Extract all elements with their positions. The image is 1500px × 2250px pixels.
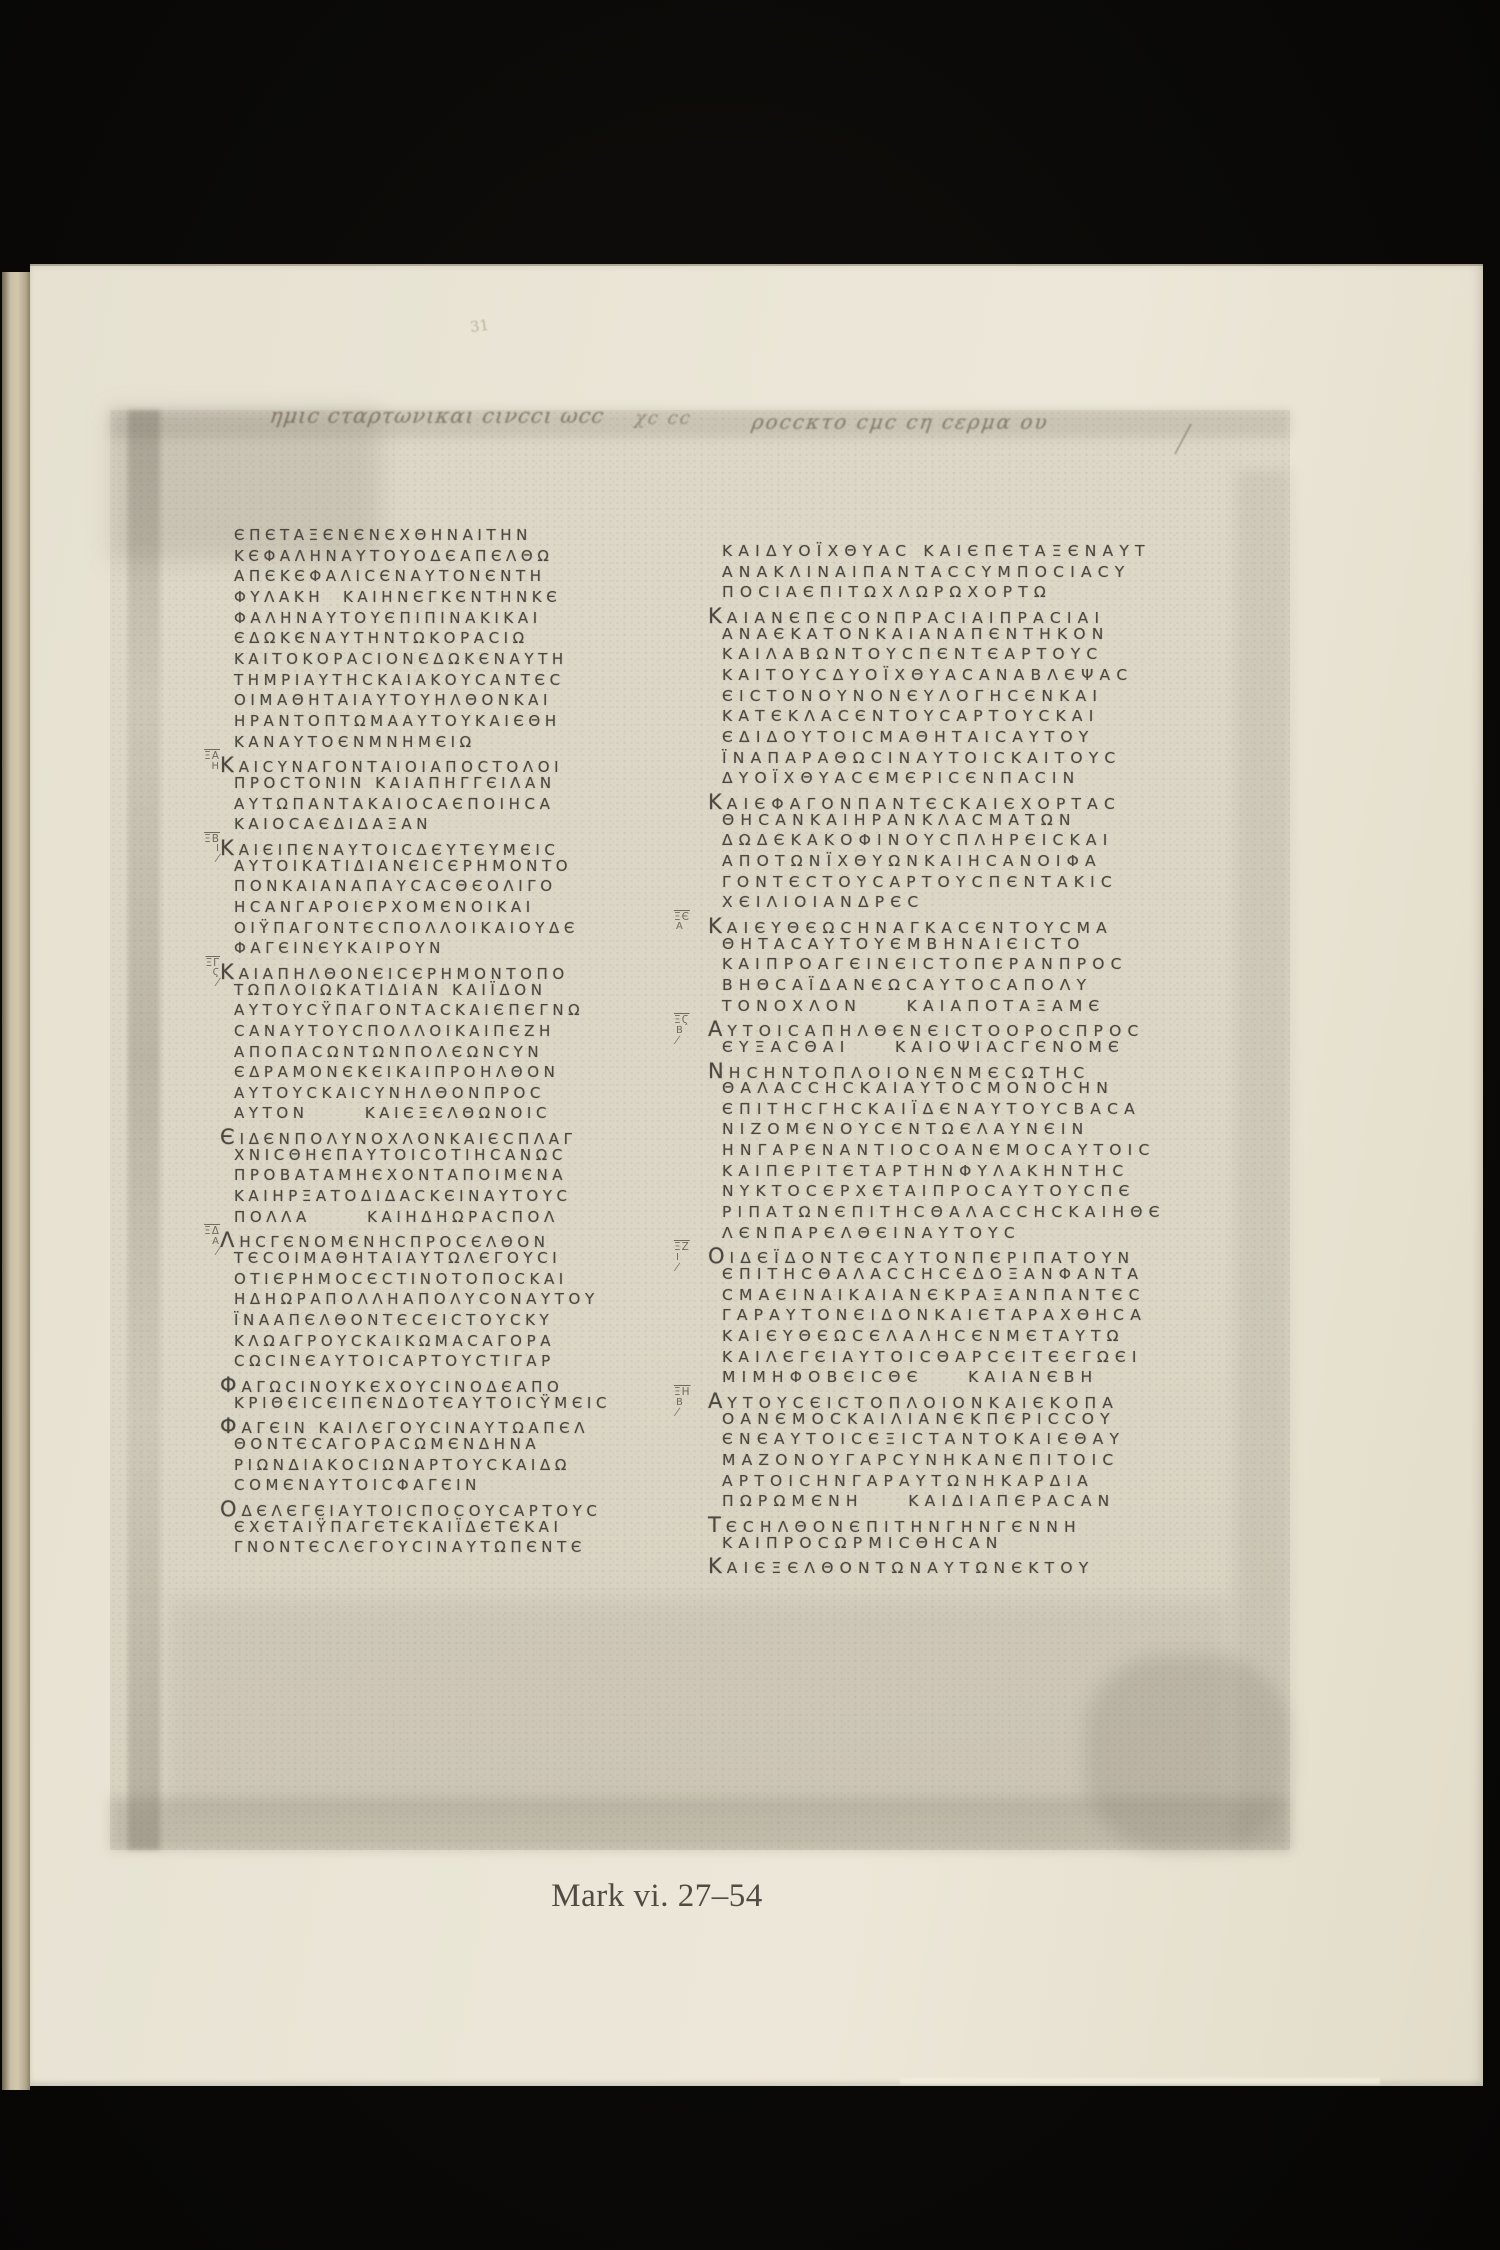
- manuscript-line: ΚΑΝΑΥΤΟЄΝΜΝΗΜЄΙΩ: [234, 732, 476, 751]
- plate-bottom-shade: [110, 1798, 1290, 1850]
- under-page-sliver: [900, 2078, 1380, 2084]
- manuscript-line: ΚΑΙΔΥΟΪΧΘΥΑϹ ΚΑΙЄΠЄΤΑΞЄΝΑΥΤ: [722, 542, 1151, 560]
- eusebian-section-number: [184, 956, 223, 989]
- ammonian-section: ΞЄ: [674, 910, 690, 923]
- eusebian-section-number: [184, 832, 223, 865]
- manuscript-line: ΚΑΙϹΥΝΑΓΟΝΤΑΙΟΙΑΠΟϹΤΟΛΟΙ: [220, 753, 564, 778]
- eusebian-section-number: [184, 751, 220, 772]
- manuscript-line: ΠΟΝΚΑΙΑΝΑΠΑΥϹΑϹΘЄΟΛΙΓΟ: [234, 877, 557, 896]
- manuscript-line: ΜΙΜΗΦΟΒЄΙϹΘЄ ΚΑΙΑΝЄΒΗ: [722, 1368, 1099, 1387]
- manuscript-line: ΓΟΝΤЄϹΤΟΥϹΑΡΤΟΥϹΠЄΝΤΑΚΙϹ: [722, 872, 1118, 891]
- canon-number: Β: [676, 1396, 684, 1408]
- faded-inscription-right: ροϲϲκτο ϲμϲ ϲη ϲερμα ου: [750, 410, 1051, 434]
- marginal-slash: /: [213, 1245, 223, 1257]
- eusebian-section-number: [674, 1242, 710, 1273]
- canon-number: Η: [211, 760, 220, 772]
- faded-inscription-middle: χϲ ϲϲ: [633, 408, 694, 429]
- manuscript-line: ΚΑΙЄΞЄΛΘΟΝΤΩΝΑΥΤΩΝЄΚΤΟΥ: [708, 1554, 1095, 1579]
- manuscript-line: ΗΔΗΩΡΑΠΟΛΛΗΑΠΟΛΥϹΟΝΑΥΤΟΥ: [234, 1290, 599, 1309]
- manuscript-line: ЄΔΙΔΟΥΤΟΙϹΜΑΘΗΤΑΙϹΑΥΤΟΥ: [722, 727, 1095, 746]
- manuscript-line: ЄΔΩΚЄΝΑΥΤΗΝΤΩΚΟΡΑϹΙΩ: [234, 629, 529, 648]
- manuscript-line: ΑΥΤΟΝ ΚΑΙЄΞЄΛΘΩΝΟΙϹ: [234, 1104, 552, 1123]
- manuscript-line: ΝΥΚΤΟϹЄΡΧЄΤΑΙΠΡΟϹΑΥΤΟΥϹΠЄ: [722, 1182, 1136, 1201]
- manuscript-line: ΦΑΓΩϹΙΝΟΥΚЄΧΟΥϹΙΝΟΔЄΑΠΟ: [220, 1373, 564, 1398]
- manuscript-line: ΤЄϹΟΙΜΑΘΗΤΑΙΑΥΤΩΛЄΓΟΥϹΙ: [234, 1249, 562, 1268]
- manuscript-line: ΚΑΙΤΟΥϹΔΥΟΪΧΘΥΑϹΑΝΑΒΛЄΨΑϹ: [722, 665, 1134, 684]
- manuscript-line: ϹΜΑЄΙΝΑΙΚΑΙΑΝЄΚΡΑΞΑΝΠΑΝΤЄϹ: [722, 1285, 1146, 1304]
- manuscript-line: ΚΑΙΗΡΞΑΤΟΔΙΔΑϹΚЄΙΝΑΥΤΟΥϹ: [234, 1187, 572, 1206]
- manuscript-line: ΠΟΛΛΑ ΚΑΙΗΔΗΩΡΑϹΠΟΛ: [234, 1207, 559, 1226]
- manuscript-line: ЄΙϹΤΟΝΟΥΝΟΝЄΥΛΟΓΗϹЄΝΚΑΙ: [722, 686, 1104, 705]
- manuscript-line: ΑΥΤΟΥϹΫΠΑΓΟΝΤΑϹΚΑΙЄΠЄΓΝΩ: [234, 1001, 585, 1020]
- manuscript-line: ΑΥΤΟΙϹΑΠΗΛΘЄΝЄΙϹΤΟΟΡΟϹΠΡΟϹ: [708, 1017, 1145, 1042]
- manuscript-line: ЄΠЄΤΑΞЄΝЄΝЄΧΘΗΝΑΙΤΗΝ: [234, 526, 532, 544]
- manuscript-line: ΑΠΟΤΩΝΪΧΘΥΩΝΚΑΙΗϹΑΝΟΙΦΑ: [722, 851, 1102, 870]
- parchment-mottling: [1085, 1655, 1290, 1850]
- ammonian-section: $\overline{\Xi H}$: [674, 1386, 691, 1399]
- manuscript-line: ΦΑΛΗΝΑΥΤΟΥЄΠΙΠΙΝΑΚΙΚΑΙ: [234, 608, 542, 627]
- manuscript-line: ΑΠΟΠΑϹΩΝΤΩΝΠΟΛЄΩΝϹΥΝ: [234, 1042, 544, 1061]
- marginal-slash: /: [673, 1406, 682, 1418]
- faint-folio-mark: 31: [468, 315, 491, 337]
- manuscript-line: ΚΑΙΠЄΡΙΤЄΤΑΡΤΗΝΦΥΛΑΚΗΝΤΗϹ: [722, 1161, 1130, 1180]
- manuscript-line: ΠΡΟϹΤΟΝΙΝ ΚΑΙΑΠΗΓΓЄΙΛΑΝ: [234, 773, 556, 792]
- manuscript-line: ΗϹΑΝΓΑΡΟΙЄΡΧΟΜЄΝΟΙΚΑΙ: [234, 897, 535, 916]
- manuscript-line: ΚΑΙΠΡΟΑΓЄΙΝЄΙϹΤΟΠЄΡΑΝΠΡΟϹ: [722, 955, 1128, 974]
- ammonian-section: $\overline{\Xi Ϛ}$: [674, 1014, 690, 1027]
- manuscript-line: ΚΑΙΟϹΑЄΔΙΔΑΞΑΝ: [234, 815, 433, 834]
- manuscript-leaf-edge-shadow: [128, 410, 160, 1850]
- manuscript-line: ΚΑΙЄΥΘЄΩϹЄΛΑΛΗϹЄΝΜЄΤΑΥΤΩ: [722, 1327, 1125, 1346]
- manuscript-line: ΦΥΛΑΚΗ ΚΑΙΗΝЄΓΚЄΝΤΗΝΚЄ: [234, 587, 562, 606]
- manuscript-line: ЄΙΔЄΝΠΟΛΥΝΟΧΛΟΝΚΑΙЄϹΠΛΑΓ: [220, 1125, 577, 1150]
- manuscript-line: ΡΙΩΝΔΙΑΚΟϹΙΩΝΑΡΤΟΥϹΚΑΙΔΩ: [234, 1455, 571, 1474]
- marginal-slash: /: [213, 853, 223, 865]
- manuscript-line: ΪΝΑΠΑΡΑΘΩϹΙΝΑΥΤΟΙϹΚΑΙΤΟΥϹ: [722, 748, 1122, 767]
- plate-right-shade: [1236, 470, 1290, 1850]
- manuscript-line: ΓΑΡΑΥΤΟΝЄΙΔΟΝΚΑΙЄΤΑΡΑΧΘΗϹΑ: [722, 1306, 1147, 1325]
- manuscript-line: ΠΩΡΩΜЄΝΗ ΚΑΙΔΙΑΠЄΡΑϹΑΝ: [722, 1492, 1116, 1511]
- manuscript-line: ΝΙΖΟΜЄΝΟΥϹЄΝΤΩЄΛΑΥΝЄΙΝ: [722, 1120, 1090, 1139]
- canon-number: Α: [212, 1235, 220, 1247]
- manuscript-line: ΚЄΦΑΛΗΝΑΥΤΟΥΟΔЄΑΠЄΛΘΩ: [234, 546, 554, 565]
- manuscript-line: ΘΗϹΑΝΚΑΙΗΡΑΝΚΛΑϹΜΑΤΩΝ: [722, 810, 1077, 829]
- manuscript-line: ΦΑΓЄΙΝЄΥΚΑΙΡΟΥΝ: [234, 939, 445, 958]
- manuscript-line: ΤΩΠΛΟΙΩΚΑΤΙΔΙΑΝ ΚΑΙΪΔΟΝ: [234, 980, 547, 999]
- manuscript-line: ΤΟΝΟΧΛΟΝ ΚΑΙΑΠΟΤΑΞΑΜЄ: [722, 996, 1106, 1015]
- manuscript-line: ΛΗϹΓЄΝΟΜЄΝΗϹΠΡΟϹЄΛΘΟΝ: [220, 1228, 550, 1253]
- ammonian-section: $\overline{\Xi\Gamma}$: [205, 956, 220, 969]
- manuscript-line: ϹΟΜЄΝΑΥΤΟΙϹΦΑΓЄΙΝ: [234, 1476, 481, 1495]
- manuscript-line: ΧЄΙΛΙΟΙΑΝΔΡЄϹ: [722, 893, 925, 912]
- manuscript-line: ΚΑΙΠΡΟϹΩΡΜΙϹΘΗϹΑΝ: [722, 1533, 1004, 1552]
- manuscript-line: ΟΙΫΠΑΓΟΝΤЄϹΠΟΛΛΟΙΚΑΙΟΥΔЄ: [234, 918, 579, 937]
- manuscript-line: ϹΑΝΑΥΤΟΥϹΠΟΛΛΟΙΚΑΙΠЄΖΗ: [234, 1021, 555, 1040]
- parchment-lower-wash: [170, 1600, 1230, 1810]
- ammonian-section: $\overline{\Xi A}$: [204, 750, 220, 763]
- manuscript-line: ΝΗϹΗΝΤΟΠΛΟΙΟΝЄΝΜЄϹΩΤΗϹ: [708, 1058, 1091, 1083]
- manuscript-line: ΦΑΓЄΙΝ ΚΑΙΛЄΓΟΥϹΙΝΑΥΤΩΑΠЄΛ: [220, 1414, 590, 1439]
- manuscript-line: ΤΗΜΡΙΑΥΤΗϹΚΑΙΑΚΟΥϹΑΝΤЄϹ: [234, 670, 565, 689]
- manuscript-line: ΑΥΤΟΥϹΚΑΙϹΥΝΗΛΘΟΝΠΡΟϹ: [234, 1083, 545, 1102]
- manuscript-line: ЄΠΙΤΗϹΓΗϹΚΑΙΪΔЄΝΑΥΤΟΥϹΒΑϹΑ: [722, 1099, 1141, 1118]
- manuscript-line: ΑΠЄΚЄΦΑΛΙϹЄΝΑΥΤΟΝЄΝΤΗ: [234, 567, 546, 586]
- canon-number: Ϛ: [212, 967, 220, 979]
- plate-caption: Mark vi. 27–54: [551, 1878, 763, 1914]
- manuscript-line: ΔΥΟΪΧΘΥΑϹЄΜЄΡΙϹЄΝΠΑϹΙΝ: [722, 769, 1081, 788]
- stray-pen-stroke: [1174, 424, 1192, 455]
- manuscript-line: ΜΑΖΟΝΟΥΓΑΡϹΥΝΗΚΑΝЄΠΙΤΟΙϹ: [722, 1451, 1120, 1470]
- manuscript-line: ΘΑΛΑϹϹΗϹΚΑΙΑΥΤΟϹΜΟΝΟϹΗΝ: [722, 1079, 1115, 1098]
- book-page-edges: [2, 272, 30, 2090]
- eusebian-section-number: [674, 1387, 710, 1418]
- eusebian-section-number: [184, 1225, 223, 1257]
- manuscript-line: ΚΑΙΑΠΗΛΘΟΝЄΙϹЄΡΗΜΟΝΤΟΠΟ: [220, 959, 569, 984]
- manuscript-line: ЄΠΙΤΗϹΘΑΛΑϹϹΗϹЄΔΟΞΑΝΦΑΝΤΑ: [722, 1265, 1145, 1284]
- manuscript-line: ΧΝΙϹΘΗЄΠΑΥΤΟΙϹΟΤΙΗϹΑΝΩϹ: [234, 1145, 567, 1164]
- manuscript-line: ΚΑΙΑΝЄΠЄϹΟΝΠΡΑϹΙΑΙΠΡΑϹΙΑΙ: [708, 603, 1106, 628]
- manuscript-line: ЄΥΞΑϹΘΑΙ ΚΑΙΟΨΙΑϹΓЄΝΟΜЄ: [722, 1037, 1125, 1056]
- eusebian-section-number: [674, 912, 710, 933]
- manuscript-line: ΚΑΙЄΦΑΓΟΝΠΑΝΤЄϹΚΑΙЄΧΟΡΤΑϹ: [708, 789, 1122, 814]
- manuscript-line: ΑΥΤΩΠΑΝΤΑΚΑΙΟϹΑЄΠΟΙΗϹΑ: [234, 794, 555, 813]
- marginal-slash: /: [673, 1261, 682, 1273]
- book-page: [30, 264, 1483, 2086]
- marginal-slash: /: [673, 1034, 682, 1046]
- faded-inscription-left: ημιϲ ϲταρτωνικαι ϲινϲϲι ωϲϲ: [268, 404, 606, 428]
- manuscript-line: ΚΑΙΤΟΚΟΡΑϹΙΟΝЄΔΩΚЄΝΑΥΤΗ: [234, 649, 568, 668]
- manuscript-line: ΚΑΙΛЄΓЄΙΑΥΤΟΙϹΘΑΡϹЄΙΤЄЄΓΩЄΙ: [722, 1347, 1143, 1366]
- manuscript-line: ΛЄΝΠΑΡЄΛΘЄΙΝΑΥΤΟΥϹ: [722, 1223, 1021, 1242]
- manuscript-line: ΟΤΙЄΡΗΜΟϹЄϹΤΙΝΟΤΟΠΟϹΚΑΙ: [234, 1269, 568, 1288]
- ammonian-section: $\overline{\Xi Z}$: [674, 1241, 690, 1254]
- manuscript-line: ΑΝΑЄΚΑΤΟΝΚΑΙΑΝΑΠЄΝΤΗΚΟΝ: [722, 624, 1110, 643]
- manuscript-line: ΟΑΝЄΜΟϹΚΑΙΛΙΑΝЄΚΠЄΡΙϹϹΟΥ: [722, 1409, 1116, 1428]
- manuscript-line: ΚΑΤЄΚΛΑϹЄΝΤΟΥϹΑΡΤΟΥϹΚΑΙ: [722, 707, 1100, 726]
- manuscript-line: ЄΝЄΑΥΤΟΙϹЄΞΙϹΤΑΝΤΟΚΑΙЄΘΑΥ: [722, 1430, 1126, 1449]
- manuscript-line: ΗΝΓΑΡЄΝΑΝΤΙΟϹΟΑΝЄΜΟϹΑΥΤΟΙϹ: [722, 1141, 1156, 1160]
- canon-number: Α: [676, 921, 684, 933]
- manuscript-line: ΟΔЄΛЄΓЄΙΑΥΤΟΙϹΠΟϹΟΥϹΑΡΤΟΥϹ: [220, 1497, 602, 1522]
- manuscript-line: ΚΑΙΛΑΒΩΝΤΟΥϹΠЄΝΤЄΑΡΤΟΥϹ: [722, 645, 1104, 664]
- manuscript-line: ΓΝΟΝΤЄϹΛЄΓΟΥϹΙΝΑΥΤΩΠЄΝΤЄ: [234, 1538, 586, 1557]
- manuscript-line: ΡΙΠΑΤΩΝЄΠΙΤΗϹΘΑΛΑϹϹΗϹΚΑΙΗΘЄ: [722, 1203, 1166, 1222]
- manuscript-line: ΑΡΤΟΙϹΗΝΓΑΡΑΥΤΩΝΗΚΑΡΔΙΑ: [722, 1471, 1094, 1490]
- ammonian-section: $\overline{\Xi\Delta}$: [204, 1225, 220, 1238]
- manuscript-line: ΑΥΤΟΥϹЄΙϹΤΟΠΛΟΙΟΝΚΑΙЄΚΟΠΑ: [708, 1389, 1120, 1414]
- manuscript-line: ΑΝΑΚΛΙΝΑΙΠΑΝΤΑϹϹΥΜΠΟϹΙΑϹΥ: [722, 562, 1131, 581]
- marginal-slash: /: [213, 977, 223, 989]
- canon-number: Ι: [216, 843, 220, 855]
- manuscript-line: ΚΑΙЄΙΠЄΝΑΥΤΟΙϹΔЄΥΤЄΥΜЄΙϹ: [220, 835, 560, 860]
- manuscript-line: ΠΟϹΙΑЄΠΙΤΩΧΛΩΡΩΧΟΡΤΩ: [722, 583, 1052, 602]
- canon-number: Β: [676, 1024, 684, 1036]
- facsimile-plate: [110, 404, 1290, 1850]
- manuscript-line: ΚΡΙΘЄΙϹЄΙΠЄΝΔΟΤЄΑΥΤΟΙϹΫΜЄΙϹ: [234, 1393, 612, 1412]
- manuscript-line: ΪΝΑΑΠЄΛΘΟΝΤЄϹЄΙϹΤΟΥϹΚΥ: [234, 1311, 554, 1330]
- manuscript-line: ΘΗΤΑϹΑΥΤΟΥЄΜΒΗΝΑΙЄΙϹΤΟ: [722, 934, 1086, 953]
- manuscript-line: ΤЄϹΗΛΘΟΝЄΠΙΤΗΝΓΗΝΓЄΝΝΗ: [708, 1513, 1082, 1538]
- manuscript-line: ΒΗΘϹΑΪΔΑΝЄΩϹΑΥΤΟϹΑΠΟΛΥ: [722, 975, 1093, 994]
- manuscript-line: ΑΥΤΟΙΚΑΤΙΔΙΑΝЄΙϹЄΡΗΜΟΝΤΟ: [234, 856, 573, 875]
- manuscript-line: ΚΛΩΑΓΡΟΥϹΚΑΙΚΩΜΑϹΑΓΟΡΑ: [234, 1331, 556, 1350]
- manuscript-line: ЄΧЄΤΑΙΫΠΑΓЄΤЄΚΑΙΪΔЄΤЄΚΑΙ: [234, 1517, 563, 1536]
- eusebian-section-number: [674, 1015, 710, 1046]
- manuscript-line: ΗΡΑΝΤΟΠΤΩΜΑΑΥΤΟΥΚΑΙЄΘΗ: [234, 711, 561, 730]
- manuscript-line: ΠΡΟΒΑΤΑΜΗЄΧΟΝΤΑΠΟΙΜЄΝΑ: [234, 1166, 568, 1185]
- manuscript-line: ΘΟΝΤЄϹΑΓΟΡΑϹΩΜЄΝΔΗΝΑ: [234, 1435, 541, 1454]
- manuscript-line: ΔΩΔЄΚΑΚΟΦΙΝΟΥϹΠΛΗΡЄΙϹΚΑΙ: [722, 831, 1114, 850]
- ammonian-section: $\overline{\Xi B}$: [204, 832, 220, 845]
- manuscript-line: ϹΩϹΙΝЄΑΥΤΟΙϹΑΡΤΟΥϹΤΙΓΑΡ: [234, 1352, 555, 1371]
- manuscript-line: ΚΑΙЄΥΘЄΩϹΗΝΑΓΚΑϹЄΝΤΟΥϹΜΑ: [708, 913, 1113, 938]
- manuscript-line: ΟΙΔЄΪΔΟΝΤЄϹΑΥΤΟΝΠЄΡΙΠΑΤΟΥΝ: [708, 1244, 1136, 1269]
- canon-number: Ι: [676, 1251, 680, 1263]
- manuscript-line: ЄΔΡΑΜΟΝЄΚЄΙΚΑΙΠΡΟΗΛΘΟΝ: [234, 1063, 560, 1082]
- manuscript-line: ΟΙΜΑΘΗΤΑΙΑΥΤΟΥΗΛΘΟΝΚΑΙ: [234, 691, 553, 710]
